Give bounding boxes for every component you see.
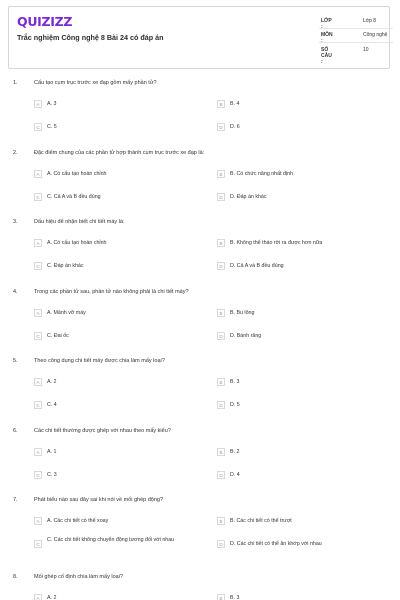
meta-subject-label: MÔN : — [321, 32, 333, 44]
question-text: Các chi tiết thường được ghép với nhau theo mấy kiểu? — [34, 428, 171, 434]
question-text: Trong các phần tử sau, phần tử nào không phải là chi tiết máy? — [34, 289, 189, 295]
option-letter-box[interactable]: D — [217, 262, 225, 270]
option-text: B. Bu lông — [230, 310, 255, 316]
option-text: A. 3 — [47, 101, 57, 107]
question-text: Dấu hiệu để nhận biết chi tiết máy là: — [34, 219, 125, 225]
option-letter-box[interactable]: A — [34, 100, 42, 108]
option-text: C. Cả A và B đều đúng — [47, 194, 101, 200]
question-text: Mối ghép cố định chia làm mấy loại? — [34, 574, 123, 580]
meta-count-value: 10 — [363, 47, 369, 53]
page-title: Trắc nghiệm Công nghệ 8 Bài 24 có đáp án — [17, 33, 164, 42]
option-text: A. 1 — [47, 449, 57, 455]
question-number: 4. — [13, 289, 18, 295]
option-letter-box[interactable]: C — [34, 540, 42, 548]
option-letter-box[interactable]: A — [34, 309, 42, 317]
option-letter-box[interactable]: B — [217, 239, 225, 247]
option-letter-box[interactable]: D — [217, 540, 225, 548]
question-text: Đặc điểm chung của các phần tử hợp thành cụm trục trước xe đạp là: — [34, 150, 205, 156]
option-text: A. Có cấu tạo hoàn chỉnh — [47, 171, 107, 177]
option-text: B. 4 — [230, 101, 240, 107]
option-text: C. 4 — [47, 402, 57, 408]
question-text: Cấu tạo cụm trục trước xe đạp gồm mấy phần tử? — [34, 80, 157, 86]
option-letter-box[interactable]: A — [34, 517, 42, 525]
option-text: B. 2 — [230, 449, 240, 455]
option-text: A. Có cấu tạo hoàn chỉnh — [47, 240, 107, 246]
option-letter-box[interactable]: D — [217, 123, 225, 131]
meta-divider — [319, 28, 393, 29]
question-text: Phát biểu nào sau đây sai khi nói về mối ghép động? — [34, 497, 164, 503]
option-text: B. Có chức năng nhất định — [230, 171, 294, 177]
meta-divider — [319, 42, 393, 43]
option-letter-box[interactable]: B — [217, 448, 225, 456]
question-number: 5. — [13, 358, 18, 364]
question-number: 3. — [13, 219, 18, 225]
option-text: D. Đáp án khác — [230, 194, 267, 200]
option-letter-box[interactable]: C — [34, 332, 42, 340]
option-text: D. 6 — [230, 124, 240, 130]
question-number: 6. — [13, 428, 18, 434]
option-letter-box[interactable]: C — [34, 193, 42, 201]
question-text: Theo công dụng chi tiết máy được chia làm mấy loại? — [34, 358, 165, 364]
question-number: 2. — [13, 150, 18, 156]
option-letter-box[interactable]: A — [34, 239, 42, 247]
option-letter-box[interactable]: B — [217, 517, 225, 525]
meta-subject-value: Công nghệ — [363, 32, 388, 38]
option-text: D. Cả A và B đều đúng — [230, 263, 284, 269]
option-text: B. 3 — [230, 595, 240, 600]
option-text: C. 3 — [47, 472, 57, 478]
option-text: C. 5 — [47, 124, 57, 130]
option-letter-box[interactable]: C — [34, 262, 42, 270]
option-text: C. Các chi tiết không chuyển động tương đối với nhau — [47, 537, 175, 543]
option-text: D. 4 — [230, 472, 240, 478]
option-text: D. 5 — [230, 402, 240, 408]
option-text: B. 3 — [230, 379, 240, 385]
option-letter-box[interactable]: C — [34, 471, 42, 479]
option-text: B. Không thể tháo rời ra được hơn nữa — [230, 240, 323, 246]
option-letter-box[interactable]: A — [34, 448, 42, 456]
option-text: A. 2 — [47, 595, 57, 600]
option-text: D. Các chi tiết có thể ăn khớp với nhau — [230, 541, 322, 547]
option-letter-box[interactable]: D — [217, 471, 225, 479]
meta-grade-label: LỚP : — [321, 18, 332, 30]
question-number: 8. — [13, 574, 18, 580]
option-letter-box[interactable]: B — [217, 170, 225, 178]
meta-grade-value: Lớp 8 — [363, 18, 377, 24]
option-letter-box[interactable]: A — [34, 378, 42, 386]
option-letter-box[interactable]: C — [34, 123, 42, 131]
option-letter-box[interactable]: B — [217, 594, 225, 600]
option-text: D. Bánh răng — [230, 333, 262, 339]
option-letter-box[interactable]: C — [34, 401, 42, 409]
meta-count-label: SỐ CÂU : — [321, 47, 332, 65]
option-letter-box[interactable]: D — [217, 332, 225, 340]
option-letter-box[interactable]: B — [217, 378, 225, 386]
option-text: B. Các chi tiết có thể trượt — [230, 518, 292, 524]
option-letter-box[interactable]: D — [217, 193, 225, 201]
question-number: 1. — [13, 80, 18, 86]
option-text: A. Các chi tiết có thể xoay — [47, 518, 109, 524]
worksheet-header — [8, 6, 390, 69]
option-letter-box[interactable]: B — [217, 100, 225, 108]
option-letter-box[interactable]: A — [34, 170, 42, 178]
option-text: C. Đai ốc — [47, 333, 69, 339]
option-letter-box[interactable]: D — [217, 401, 225, 409]
option-text: C. Đáp án khác — [47, 263, 84, 269]
question-number: 7. — [13, 497, 18, 503]
option-letter-box[interactable]: A — [34, 594, 42, 600]
option-text: A. Mảnh vỡ máy — [47, 310, 86, 316]
quizizz-logo[interactable]: QUIZIZZ — [17, 14, 73, 29]
option-letter-box[interactable]: B — [217, 309, 225, 317]
option-text: A. 2 — [47, 379, 57, 385]
